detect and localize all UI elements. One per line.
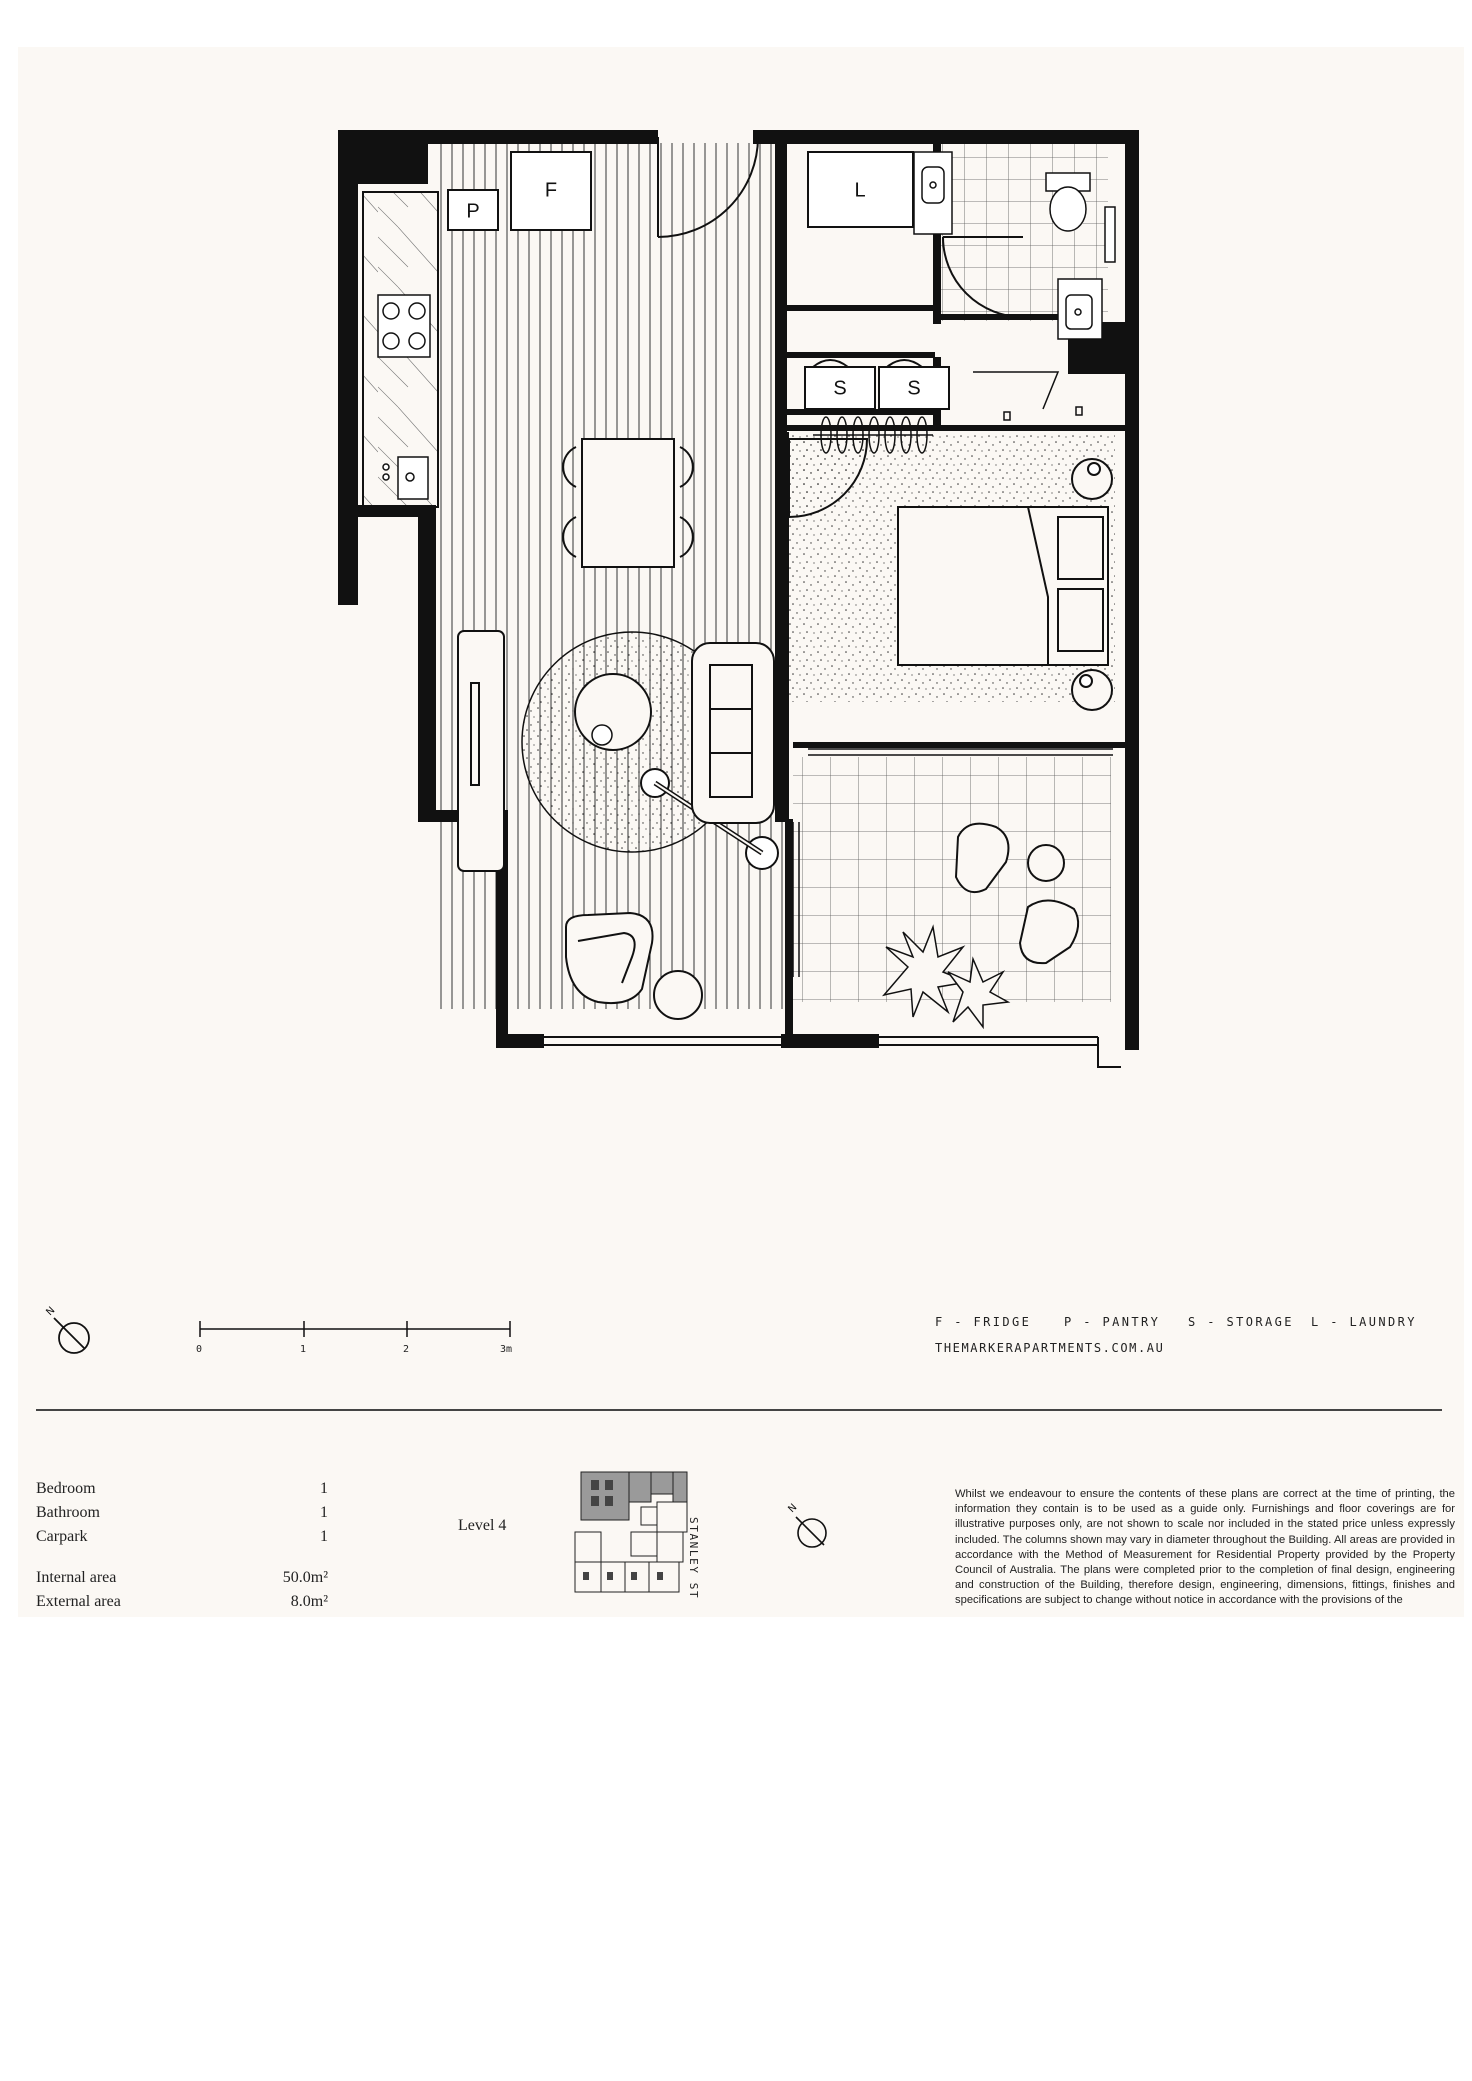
key-plan [571, 1462, 701, 1602]
storage-label-2: S [907, 377, 921, 400]
street-label: STANLEY ST [687, 1517, 700, 1600]
dining-table [563, 439, 693, 567]
spec-carpark-label: Carpark [36, 1528, 88, 1545]
living-floorboards [438, 143, 788, 1009]
sofa [692, 643, 774, 823]
internal-area-label: Internal area [36, 1569, 117, 1586]
laundry-label: L [854, 179, 866, 202]
scale-bar [188, 1315, 538, 1360]
disclaimer-text: Whilst we endeavour to ensure the contents of these plans are correct at the time of printing, the information they contain is to be used as a guide only. Furnishings and floor coverings are for illustrative purposes only, are not shown to scale nor included in the stated price unless expressly included. The columns shown may vary in diameter throughout the Building. All areas are provided in accordance with the Method of Measurement for Residential Property provided by the Property Council of Australia. The plans were completed prior to the completion of final design, engineering and construction of the Building, therefore design, engineering, dimensions, fittings, finishes and specifications are subject to change without notice in accordance with the provisions of the [955, 1488, 1455, 1607]
storage-cabinets [805, 360, 949, 409]
storage-label-1: S [833, 377, 847, 400]
tv-unit [458, 631, 504, 871]
spec-bedroom-value: 1 [320, 1480, 328, 1497]
laundry-basin-icon [914, 152, 952, 234]
fridge-label: F [544, 179, 558, 202]
coffee-table-vase [592, 725, 612, 745]
legend-storage: S - STORAGE [1188, 1315, 1294, 1329]
key-plan-north-arrow-icon [780, 1497, 840, 1557]
svg-text:N: N [786, 1502, 800, 1516]
legend-fridge: F - FRIDGE [935, 1315, 1032, 1329]
scale-tick-3: 3m [500, 1344, 513, 1355]
balcony-tiles [793, 757, 1111, 1002]
external-area-label: External area [36, 1593, 121, 1610]
svg-text:N: N [44, 1305, 58, 1319]
armchair-side-table [654, 971, 702, 1019]
scale-tick-0: 0 [196, 1344, 203, 1355]
scale-tick-1: 1 [300, 1344, 307, 1355]
level-label: Level 4 [458, 1517, 507, 1534]
north-arrow-icon [38, 1302, 98, 1362]
floor-plan [18, 47, 1464, 1147]
spec-bathroom-label: Bathroom [36, 1504, 100, 1521]
spec-bathroom-value: 1 [320, 1504, 328, 1521]
spec-carpark-value: 1 [320, 1528, 328, 1545]
armchair [566, 913, 653, 1003]
internal-area-value: 50.0m² [282, 1569, 328, 1586]
shower-icon [973, 372, 1082, 420]
coffee-table [575, 674, 651, 750]
website-link[interactable]: THEMARKERAPARTMENTS.COM.AU [935, 1341, 1165, 1355]
pantry-label: P [466, 200, 480, 223]
divider [36, 1409, 1442, 1411]
external-area-value: 8.0m² [290, 1593, 328, 1610]
double-bed [898, 507, 1108, 665]
plan-sheet [18, 47, 1464, 1617]
legend-pantry: P - PANTRY [1064, 1315, 1161, 1329]
legend-laundry: L - LAUNDRY [1311, 1315, 1417, 1329]
scale-tick-2: 2 [403, 1344, 410, 1355]
cooktop-icon [378, 295, 430, 357]
spec-bedroom-label: Bedroom [36, 1480, 96, 1497]
